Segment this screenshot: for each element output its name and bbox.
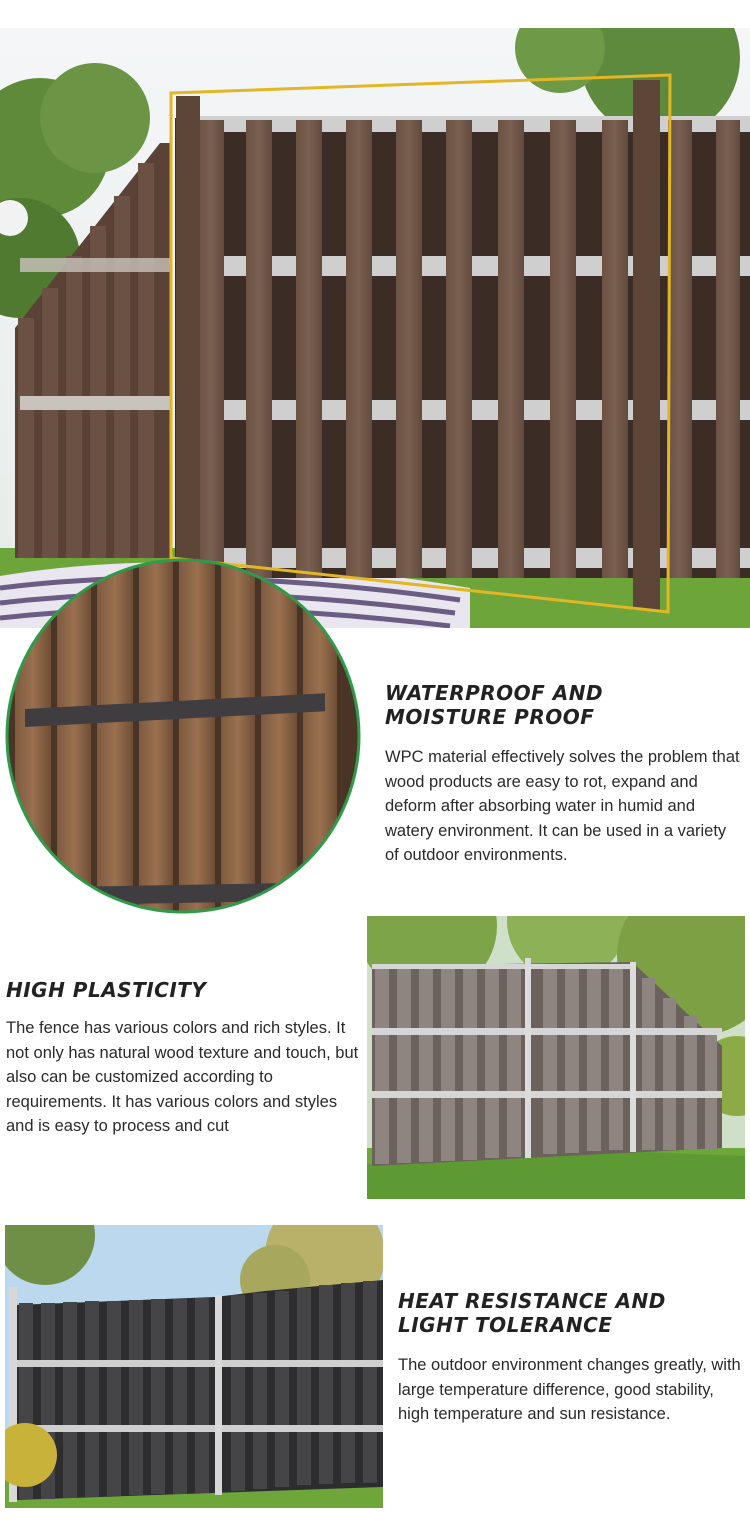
section2-heading-line1: HIGH PLASTICITY xyxy=(6,978,207,1002)
section3-heading-line1: HEAT RESISTANCE AND xyxy=(398,1289,666,1313)
fence-post xyxy=(525,958,531,1158)
section3-heading xyxy=(398,1289,743,1337)
section1-heading-line1: WATERPROOF AND xyxy=(385,681,604,705)
section3-heading-line2: LIGHT TOLERANCE xyxy=(398,1313,613,1337)
section2-heading xyxy=(6,978,346,1002)
fence-post xyxy=(633,80,660,610)
dark-fence-photo xyxy=(5,1225,383,1508)
section1-body: WPC material effectively solves the problem that wood products are easy to rot, expand and deform after absorbing water in humid and watery environment. It can be used in a variety of outdoor environments. xyxy=(385,748,740,864)
section3-body: The outdoor environment changes greatly, with large temperature difference, good stability, high temperature and sun resistance. xyxy=(398,1356,741,1423)
gray-fence-photo xyxy=(367,916,745,1199)
fence-post xyxy=(215,1295,222,1495)
closeup-wood-circle xyxy=(5,558,361,914)
section1-heading-line2: MOISTURE PROOF xyxy=(385,705,595,729)
section2-body: The fence has various colors and rich styles. It not only has natural wood texture and touch, but also can be customized according to requirements. It has various colors and styles and is easy to process and cut xyxy=(6,1019,359,1135)
fence-post xyxy=(176,96,200,586)
section1-heading xyxy=(385,681,735,729)
fence-post xyxy=(630,962,636,1152)
hero-fence-photo xyxy=(0,28,750,628)
